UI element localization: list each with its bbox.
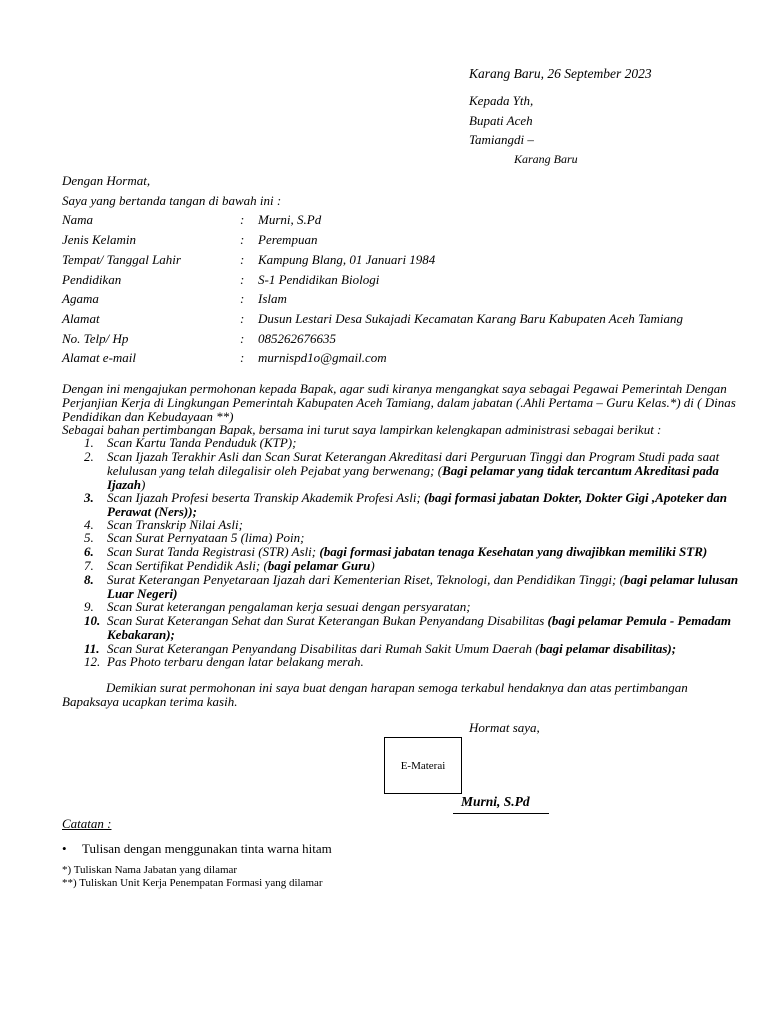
identity-label: Nama [62, 212, 94, 227]
identity-label: Agama [62, 291, 99, 306]
list-tail-text: ) [140, 477, 146, 492]
list-text: Scan Surat Keterangan Penyandang Disabilitas dari Rumah Sakit Umum Daerah ( [107, 641, 540, 656]
list-number: 7. [84, 558, 94, 573]
emeterai-box [384, 737, 462, 794]
closing-line-2: Bapaksaya ucapkan terima kasih. [62, 694, 238, 709]
identity-value: Dusun Lestari Desa Sukajadi Kecamatan Karang Baru Kabupaten Aceh Tamiang [258, 311, 684, 326]
signer-name: Murni, S.Pd [461, 794, 530, 809]
footnote-1: *) Tuliskan Nama Jabatan yang dilamar [62, 864, 238, 876]
list-number: 12. [84, 654, 101, 669]
identity-colon: : [240, 331, 245, 346]
identity-colon: : [240, 311, 245, 326]
list-number: 10. [84, 613, 101, 628]
list-number: 9. [84, 599, 94, 614]
list-number: 6. [84, 544, 94, 559]
list-number: 8. [84, 572, 94, 587]
list-text: Scan Surat Keterangan Sehat dan Surat Keterangan Bukan Penyandang Disabilitas [107, 613, 548, 628]
closing-line-1: Demikian surat permohonan ini saya buat dengan harapan semoga terkabul hendaknya dan atas pertimbangan [106, 680, 688, 695]
recipient-line-3: Tamiangdi – [469, 132, 534, 147]
list-text: Scan Kartu Tanda Penduduk (KTP); [107, 435, 297, 450]
list-number: 3. [84, 490, 94, 505]
list-number: 1. [84, 435, 94, 450]
identity-label: Alamat e-mail [62, 350, 137, 365]
emeterai-label: E-Materai [400, 759, 446, 772]
notes-bullet-text: Tulisan dengan menggunakan tinta warna hitam [82, 841, 332, 856]
list-bold-text: bagi pelamar lulusan Luar Negeri) [107, 572, 739, 601]
list-bold-text: (bagi pelamar Pemula - Pemadam Kebakaran); [107, 613, 731, 642]
list-text: Pas Photo terbaru dengan latar belakang merah. [107, 654, 364, 669]
list-number: 5. [84, 530, 94, 545]
identity-label: Alamat [62, 311, 100, 326]
intro-text: Saya yang bertanda tangan di bawah ini : [62, 193, 282, 208]
list-bold-text: (bagi formasi jabatan Dokter, Dokter Gigi ,Apoteker dan Perawat (Ners)); [107, 490, 728, 519]
list-text: Scan Surat Tanda Registrasi (STR) Asli; [107, 544, 320, 559]
identity-label: Jenis Kelamin [62, 232, 137, 247]
identity-colon: : [240, 291, 245, 306]
identity-label: Pendidikan [62, 272, 122, 287]
identity-value: Perempuan [258, 232, 318, 247]
list-bold-text: bagi pelamar Guru [267, 558, 371, 573]
bullet-icon: • [62, 841, 67, 856]
identity-label: No. Telp/ Hp [62, 331, 129, 346]
list-tail-text: ) [370, 558, 375, 573]
identity-value: murnispd1o@gmail.com [258, 350, 387, 365]
list-text: Scan Sertifikat Pendidik Asli; ( [107, 558, 268, 573]
list-text: Scan Surat keterangan pengalaman kerja sesuai dengan persyaratan; [107, 599, 471, 614]
list-bold-text: Bagi pelamar yang tidak tercantum Akreditasi pada Ijazah [107, 463, 719, 492]
list-text: Scan Surat Pernyataan 5 (lima) Poin; [107, 530, 305, 545]
greeting: Dengan Hormat, [62, 173, 151, 188]
notes-title: Catatan : [62, 816, 112, 831]
list-text: Surat Keterangan Penyetaraan Ijazah dari Kementerian Riset, Teknologi, dan Pendidikan Tinggi; ( [107, 572, 624, 587]
notes-bullet-item [62, 841, 332, 857]
identity-colon: : [240, 272, 245, 287]
request-line-3: Pendidikan dan Kebudayaan **) [62, 409, 234, 424]
list-bold-text: (bagi formasi jabatan tenaga Kesehatan yang diwajibkan memiliki STR) [319, 544, 708, 559]
identity-value: Murni, S.Pd [258, 212, 322, 227]
identity-colon: : [240, 212, 245, 227]
identity-value: 085262676635 [258, 331, 336, 346]
recipient-line-1: Kepada Yth, [469, 93, 534, 108]
list-bold-text: bagi pelamar disabilitas); [539, 641, 677, 656]
identity-colon: : [240, 252, 245, 267]
attachments-intro: Sebagai bahan pertimbangan Bapak, bersama ini turut saya lampirkan kelengkapan administrasi sebagai berikut : [62, 422, 662, 437]
list-text: Scan Ijazah Profesi beserta Transkip Akademik Profesi Asli; [107, 490, 425, 505]
place-date: Karang Baru, 26 September 2023 [469, 66, 652, 81]
list-text: Scan Ijazah Terakhir Asli dan Scan Surat Keterangan Akreditasi dari Perguruan Tinggi dan Program Studi pada saat kelulusan yang telah dilegalisir oleh Pejabat yang berwenang; ( [107, 449, 720, 478]
footnote-2: **) Tuliskan Unit Kerja Penempatan Formasi yang dilamar [62, 877, 323, 889]
list-number: 2. [84, 449, 94, 464]
identity-colon: : [240, 350, 245, 365]
identity-value: Islam [258, 291, 287, 306]
list-number: 4. [84, 517, 94, 532]
list-number: 11. [84, 641, 100, 656]
identity-value: S-1 Pendidikan Biologi [258, 272, 380, 287]
request-line-1: Dengan ini mengajukan permohonan kepada Bapak, agar sudi kiranya mengangkat saya sebagai Pegawai Pemerintah Dengan [62, 381, 727, 396]
request-line-2: Perjanjian Kerja di Lingkungan Pemerintah Kabupaten Aceh Tamiang, dalam jabatan (.Ahli Pertama – Guru Kelas.*) di ( Dinas [62, 395, 736, 410]
identity-colon: : [240, 232, 245, 247]
recipient-line-2: Bupati Aceh [469, 113, 533, 128]
identity-label: Tempat/ Tanggal Lahir [62, 252, 181, 267]
identity-value: Kampung Blang, 01 Januari 1984 [258, 252, 436, 267]
signature-underline [453, 813, 549, 814]
regards-text: Hormat saya, [469, 720, 540, 735]
list-text: Scan Transkrip Nilai Asli; [107, 517, 243, 532]
recipient-line-4: Karang Baru [514, 152, 578, 166]
